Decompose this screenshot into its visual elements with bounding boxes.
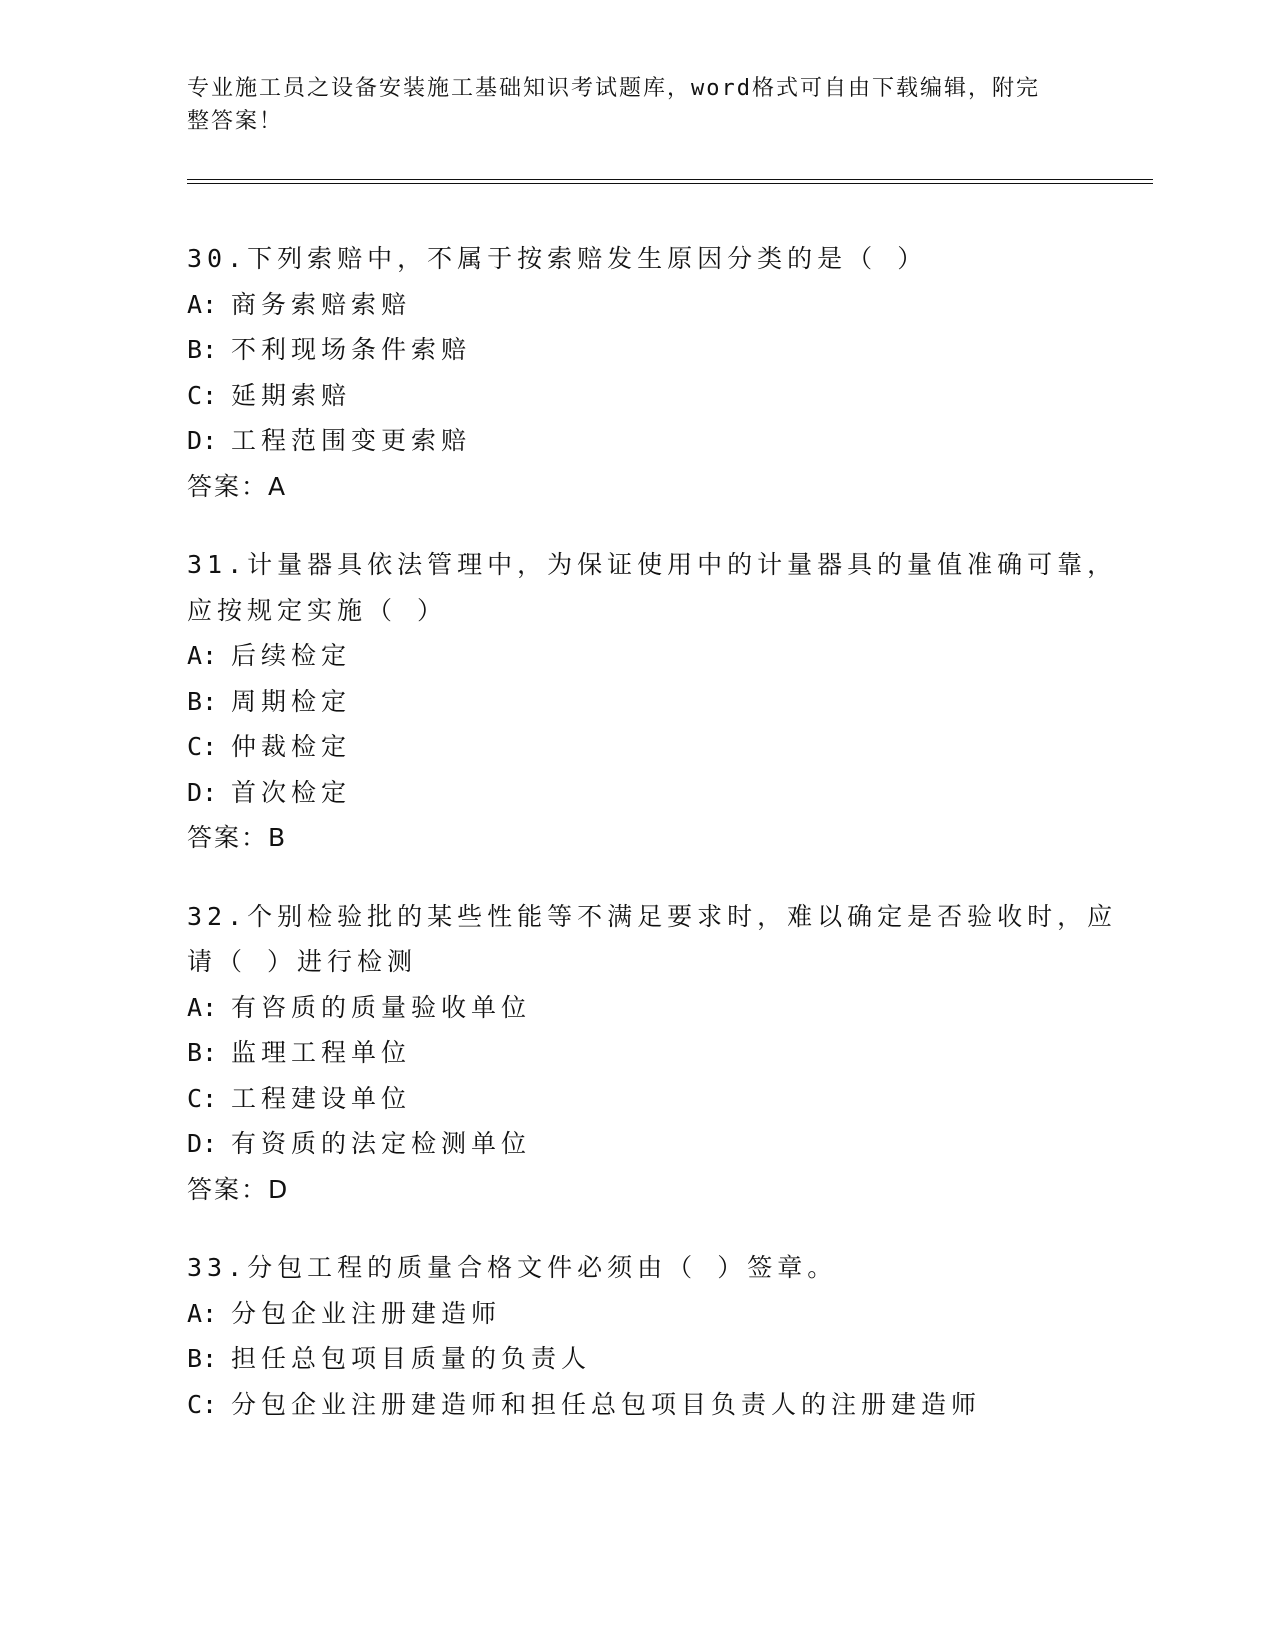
answer-option — [187, 1382, 1087, 1428]
answer-option — [187, 327, 1087, 373]
option-text: 有咨质的质量验收单位 — [231, 992, 532, 1022]
option-text: 工程范围变更索赔 — [231, 426, 472, 455]
answer-option — [187, 282, 1087, 328]
question-stem: 30.下列索赔中，不属于按索赔发生原因分类的是（ ） — [187, 244, 928, 273]
option-text: 分包企业注册建造师 — [231, 1298, 502, 1328]
answer-key: 答案：B — [187, 823, 288, 852]
option-text: 不利现场条件索赔 — [231, 335, 472, 364]
option-text: 商务索赔索赔 — [231, 289, 412, 319]
option-label: A: — [187, 992, 218, 1022]
question-stem: 应按规定实施（ ） — [187, 595, 448, 625]
answer-option — [187, 985, 1087, 1031]
question-list — [187, 236, 1118, 1460]
option-text: 担任总包项目质量的负责人 — [231, 1344, 592, 1373]
header-line-1: 专业施工员之设备安装施工基础知识考试题库，word格式可自由下载编辑，附完 — [187, 76, 1040, 101]
option-label: A: — [187, 641, 218, 670]
option-label: B: — [187, 1344, 218, 1373]
question-block — [187, 894, 1118, 1213]
option-label: C: — [187, 380, 218, 410]
option-text: 分包企业注册建造师和担任总包项目负责人的注册建造师 — [231, 1389, 982, 1419]
option-text: 后续检定 — [231, 641, 352, 670]
option-label: D: — [187, 426, 218, 455]
option-label: B: — [187, 686, 218, 716]
header-line-2: 整答案！ — [187, 109, 284, 134]
answer-option — [187, 1076, 1087, 1122]
question-stem: 32.个别检验批的某些性能等不满足要求时，难以确定是否验收时，应 — [187, 901, 1118, 931]
option-text: 首次检定 — [231, 777, 352, 807]
option-text: 周期检定 — [231, 686, 352, 716]
answer-option — [187, 679, 1087, 725]
question-stem: 请（ ）进行检测 — [187, 947, 418, 976]
question-block — [187, 1245, 1087, 1427]
option-label: B: — [187, 1038, 218, 1067]
answer-option — [187, 1030, 1087, 1076]
option-label: C: — [187, 1389, 218, 1419]
answer-option — [187, 770, 1087, 816]
question-stem: 31.计量器具依法管理中，为保证使用中的计量器具的量值准确可靠， — [187, 550, 1118, 579]
option-label: C: — [187, 732, 218, 761]
option-text: 仲裁检定 — [231, 732, 352, 761]
option-label: D: — [187, 777, 218, 807]
answer-option — [187, 633, 1087, 679]
answer-option — [187, 1291, 1087, 1337]
option-label: D: — [187, 1129, 218, 1158]
header-divider-bottom — [187, 183, 1153, 184]
option-text: 有资质的法定检测单位 — [231, 1129, 532, 1158]
answer-key: 答案：A — [187, 471, 288, 501]
question-stem: 33.分包工程的质量合格文件必须由（ ）签章。 — [187, 1253, 838, 1282]
question-block — [187, 542, 1118, 861]
question-block — [187, 236, 1087, 509]
option-label: A: — [187, 289, 218, 319]
option-text: 延期索赔 — [231, 380, 352, 410]
answer-option — [187, 373, 1087, 419]
option-label: A: — [187, 1298, 218, 1328]
answer-option — [187, 418, 1087, 464]
option-text: 工程建设单位 — [231, 1083, 412, 1113]
answer-key: 答案：D — [187, 1174, 290, 1204]
option-text: 监理工程单位 — [231, 1038, 412, 1067]
answer-option — [187, 1121, 1087, 1167]
option-label: C: — [187, 1083, 218, 1113]
option-label: B: — [187, 335, 218, 364]
document-header — [187, 72, 1087, 138]
answer-option — [187, 1336, 1087, 1382]
header-divider-top — [187, 179, 1153, 180]
answer-option — [187, 724, 1087, 770]
